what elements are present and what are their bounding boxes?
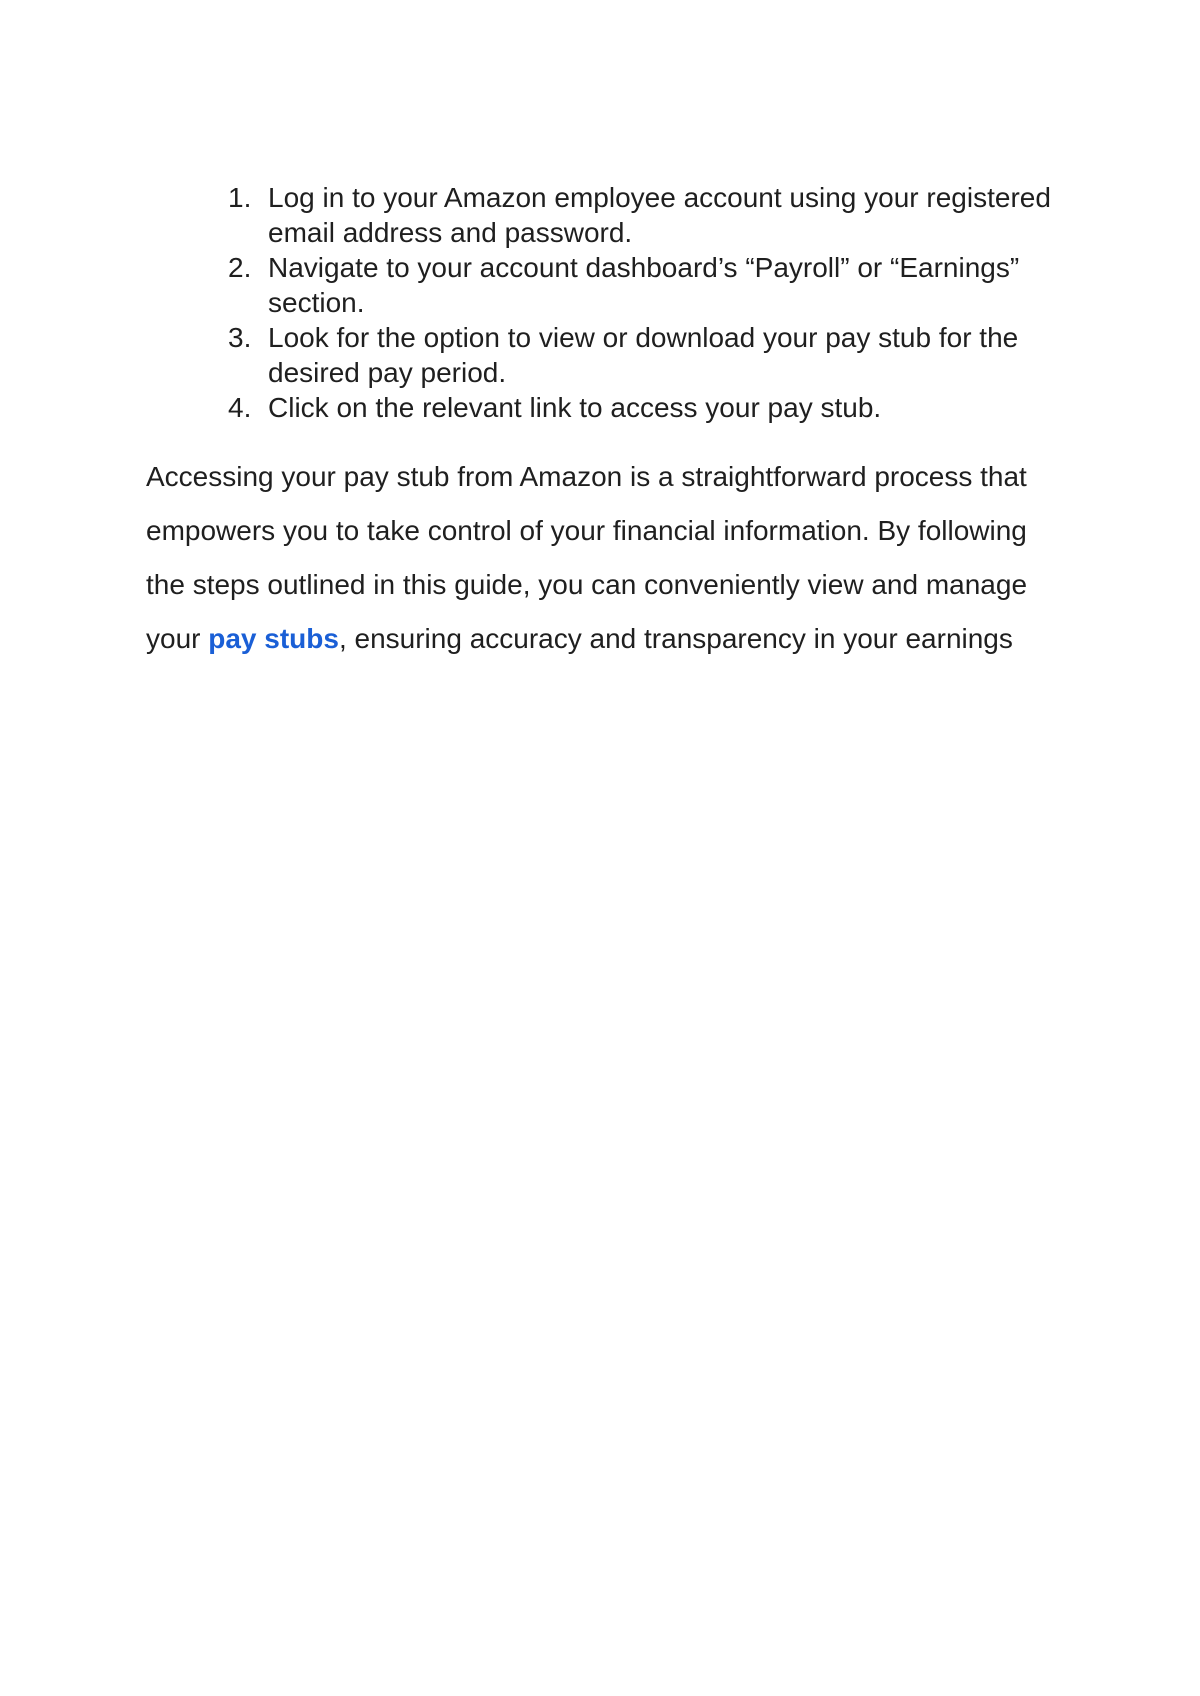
step-number: 3. [228, 322, 252, 353]
list-item [228, 180, 1058, 250]
pay-stubs-link[interactable]: pay stubs [208, 623, 339, 654]
list-item [228, 390, 1058, 425]
step-number: 2. [228, 252, 252, 283]
steps-list [228, 180, 1058, 425]
summary-paragraph [146, 450, 1066, 666]
list-item [228, 320, 1058, 390]
step-number: 1. [228, 182, 252, 213]
step-text: Navigate to your account dashboard’s “Payroll” or “Earnings” section. [268, 252, 1020, 318]
step-text: Look for the option to view or download your pay stub for the desired pay period. [268, 322, 1019, 388]
step-text: Click on the relevant link to access your pay stub. [268, 392, 882, 423]
summary-text-before-link: Accessing your pay stub from Amazon is a straightforward process that empowers you to take control of your financial information. By following the steps outlined in this guide, you can conveniently view and manage your [146, 461, 1028, 654]
summary-text-after-link: , ensuring accuracy and transparency in your earnings [338, 623, 1013, 654]
list-item [228, 250, 1058, 320]
step-number: 4. [228, 392, 252, 423]
step-text: Log in to your Amazon employee account using your registered email address and password. [268, 182, 1051, 248]
